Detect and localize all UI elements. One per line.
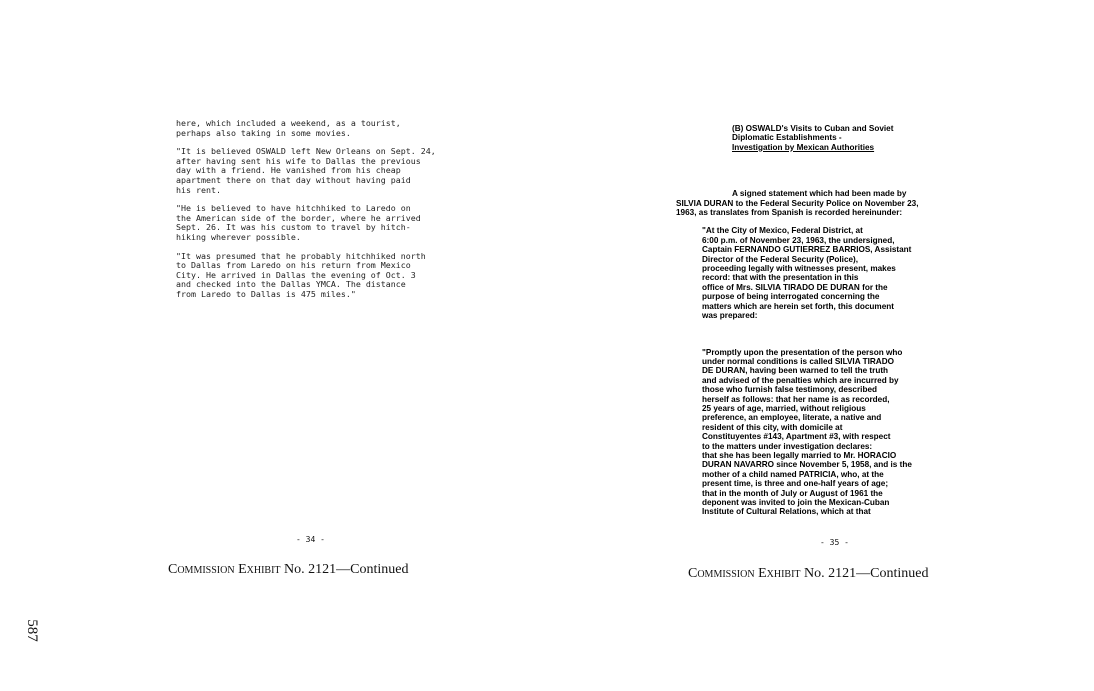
- margin-page-number: 587: [23, 619, 40, 642]
- right-quote-2: "Promptly upon the presentation of the person who under normal conditions is called SILVIA TIRADO DE DURAN, having been warned to tell the truth and advised of the penalties which are incurred by those who furnish false testimony, described herself as follows: that her name is as recorded, 25 years of age, married, without religious preference, an employee, literate, a native and resident of this city, with domicile at Constituyentes #143, Apartment #3, with respect to the matters under investigation declares: that she has been legally married to Mr. HORACIO DURAN NAVARRO since November 5, 1958, and is the mother of a child named PATRICIA, who, at the present time, is three and one-half years of age; that in the month of July or August of 1961 the deponent was invited to join the Mexican-Cuban Institute of Cultural Relations, which at that: [702, 347, 912, 517]
- right-caption-main: Commission Exhibit: [688, 566, 801, 581]
- right-quote-1: "At the City of Mexico, Federal District, at 6:00 p.m. of November 23, 1963, the undersigned, Captain FERNANDO GUTIERREZ BARRIOS, Assistant Director of the Federal Security (Police), proceeding legally with witnesses present, makes record: that with the presentation in this office of Mrs. SILVIA TIRADO DE DURAN for the purpose of being interrogated concerning the matters which are herein set forth, this document was prepared:: [702, 226, 912, 321]
- right-heading-line-3: Investigation by Mexican Authorities: [732, 142, 875, 152]
- left-page-body: [176, 119, 466, 309]
- left-caption-main: Commission Exhibit: [168, 562, 281, 577]
- left-page-number: - 34 -: [296, 535, 325, 544]
- left-paragraph-3: "He is believed to have hitchhiked to Laredo on the American side of the border, where he arrived Sept. 26. It was his custom to travel by hitch- hiking wherever possible.: [176, 203, 421, 242]
- right-page-body: [676, 124, 994, 517]
- right-heading-line-1: (B) OSWALD's Visits to Cuban and Soviet: [732, 124, 894, 133]
- left-caption-rest: No. 2121—Continued: [280, 562, 409, 577]
- left-paragraph-2: "It is believed OSWALD left New Orleans on Sept. 24, after having sent his wife to Dallas the previous day with a friend. He vanished from his cheap apartment there on that day without having paid his rent.: [176, 146, 436, 195]
- right-intro: A signed statement which had been made by SILVIA DURAN to the Federal Security Police on November 23, 1963, as translates from Spanish is recorded hereinunder:: [676, 189, 919, 218]
- left-paragraph-1: here, which included a weekend, as a tourist, perhaps also taking in some movies.: [176, 118, 401, 138]
- right-heading-line-2: Diplomatic Establishments -: [732, 133, 842, 143]
- left-caption: [168, 562, 408, 578]
- right-caption-rest: No. 2121—Continued: [800, 566, 929, 581]
- left-paragraph-4: "It was presumed that he probably hitchhiked north to Dallas from Laredo on his return from Mexico City. He arrived in Dallas the evening of Oct. 3 and checked into the Dallas YMCA. The distance from Laredo to Dallas is 475 miles.": [176, 250, 426, 299]
- right-caption: [688, 566, 928, 582]
- right-page-number: - 35 -: [820, 538, 849, 547]
